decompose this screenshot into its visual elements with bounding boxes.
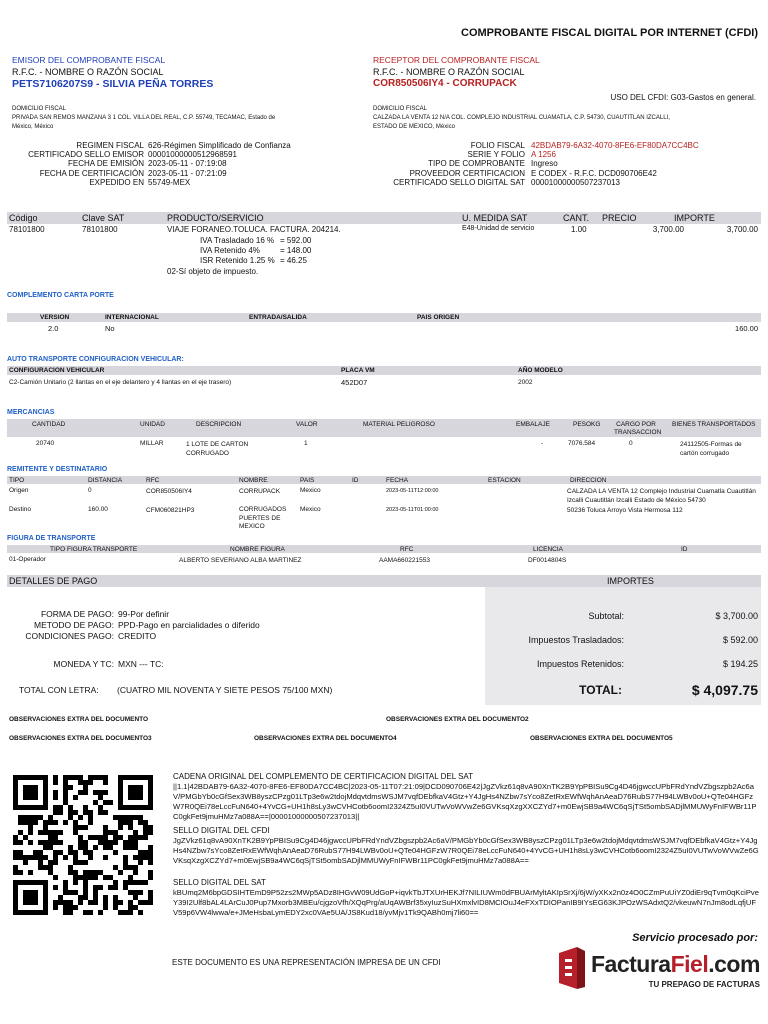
r1-rfc: COR850506IY4 [146,488,192,495]
document-title: COMPROBANTE FISCAL DIGITAL POR INTERNET (CFDI) [461,27,758,39]
obs-1: OBSERVACIONES EXTRA DEL DOCUMENTO [9,716,149,723]
tax-iva-retenido: IVA Retenido 4% [200,246,260,255]
m-col-embalaje: EMBALAJE [516,421,550,428]
fecha-cert-value: 2023-05-11 - 07:21:09 [148,168,227,178]
cert-sat-label: CERTIFICADO SELLO DIGITAL SAT [393,177,525,187]
autotransporte-bar [7,366,761,375]
receptor-heading: RECEPTOR DEL COMPROBANTE FISCAL [373,55,540,65]
fecha-cert-label: FECHA DE CERTIFICACIÓN [39,168,144,178]
carta-porte-heading: COMPLEMENTO CARTA PORTE [7,292,114,299]
cp-col-version: VERSION [40,314,70,321]
total-value: $ 4,097.75 [691,682,758,698]
moneda-label: MONEDA Y TC: [53,659,114,669]
obs-3: OBSERVACIONES EXTRA DEL DOCUMENTO3 [9,735,152,742]
trasladados-value: $ 592.00 [722,635,758,645]
r2-pais: Mexico [300,506,321,513]
r-col-pais: PAIS [300,477,315,484]
cp-total: 160.00 [735,324,758,333]
brand-com: .com [708,951,760,977]
tax-iva-trasladado: IVA Trasladado 16 % [200,236,275,245]
obs-5: OBSERVACIONES EXTRA DEL DOCUMENTO5 [530,735,673,742]
receptor-domicilio-1: CALZADA LA VENTA 12 N/A COL. COMPLEJO INDUSTRIAL CUAMATLA, C.P. 54730, CUAUTITLAN IZCALLI, [373,115,670,121]
metodo-pago-value: PPD-Pago en parcialidades o diferido [118,620,260,630]
tax-isr-retenido: ISR Retenido 1.25 % [200,256,275,265]
at-config-value: C2-Camión Unitario (2 llantas en el eje delantero y 4 llantas en el eje trasero) [9,379,232,386]
total-letra-label: TOTAL CON LETRA: [19,685,99,695]
at-col-placa: PLACA VM [341,367,375,374]
f-nombre: ALBERTO SEVERIANO ALBA MARTINEZ [179,557,302,564]
f-col-rfc: RFC [400,546,414,553]
row-codigo: 78101800 [9,225,45,234]
col-importe: IMPORTE [674,213,715,223]
forma-pago-value: 99-Por definir [118,609,170,619]
total-label: TOTAL: [579,683,622,697]
row-producto: VIAJE FORANEO.TOLUCA. FACTURA. 204214. [167,225,341,234]
at-col-config: CONFIGURACION VEHICULAR [9,367,105,374]
r2-rfc: CFM060821HP3 [146,507,195,514]
sello-sat-heading: SELLO DIGITAL DEL SAT [173,878,266,887]
expedido-label: EXPEDIDO EN [89,177,144,187]
moneda-row [0,659,480,669]
r2-direccion: 50236 Toluca Arroyo Vista Hermosa 112 [567,507,683,514]
proveedor-label: PROVEEDOR CERTIFICACION [409,168,525,178]
cp-col-pais: PAIS ORIGEN [417,314,460,321]
at-anio-value: 2002 [518,379,533,386]
trasladados-label: Impuestos Trasladados: [528,635,624,645]
retenidos-label: Impuestos Retenidos: [536,659,624,669]
emisor-fields [0,141,360,187]
row-unidad: E48-Unidad de servicio [462,225,535,232]
r-col-distancia: DISTANCIA [88,477,123,484]
brand-tagline: TU PREPAGO DE FACTURAS [648,980,760,989]
row-cant: 1.00 [571,225,587,234]
cp-col-entrada: ENTRADA/SALIDA [249,314,307,321]
col-unidad: U. MEDIDA SAT [462,213,528,223]
regimen-label: REGIMEN FISCAL [76,141,144,150]
cert-emisor-value: 00001000000512968591 [148,150,237,160]
sello-cfdi: JgZVkz61q8vA90XnTK2B9YpPBISu9Cg4D46jgwccUPbFRdYndVZbgszpb2Ac6aV/PMGbYb0cGfSex3WB8yszCPzg01LTp3e6w2tdojMdqvtdmsWSJM7vqfDEbfkaV4Gtz+Y4JgHs4NZbw7sYco8ZetRxEWfWqhAnAeaD76RubS77H94LWBv0oU+QTe04HGFzW7R0QEi78eLccFuN640+4YvCG+UH1h8sLy3wCVHCotb6oomI2324Z5uI0VUTwVoWVwZe6GVKsqXzgXCZYd7+m0EwjSB9a4WC6qSjTSt5ombSADjlMMUWyFnIFWBr11PC0gkFet9jmuHMz7a088A== [173,836,759,865]
m-bienes: 24112505-Formas de cartón corrugado [680,441,742,457]
f-col-licencia: LICENCIA [533,546,563,553]
tipo-comprobante-label: TIPO DE COMPROBANTE [428,159,525,169]
tax-iva-trasladado-value: = 592.00 [280,236,312,245]
r-col-tipo: TIPO [9,477,25,484]
retenidos-value: $ 194.25 [722,659,758,669]
col-precio: PRECIO [602,213,637,223]
proveedor-value: E CODEX - R.F.C. DCD090706E42 [531,168,657,178]
m-valor: 1 [304,440,308,447]
figura-heading: FIGURA DE TRANSPORTE [7,535,96,542]
m-col-bienes: BIENES TRANSPORTADOS [672,421,756,428]
col-clave: Clave SAT [82,213,125,223]
m-col-cargo: CARGO POR TRANSACCION [614,421,662,436]
moneda-value: MXN --- TC: [118,659,164,669]
receptor-domicilio-2: ESTADO DE MEXICO, México [373,124,455,130]
subtotal-value: $ 3,700.00 [715,611,758,621]
emisor-rfc-label: R.F.C. - NOMBRE O RAZÓN SOCIAL [12,67,164,77]
m-col-descripcion: DESCRIPCION [196,421,242,428]
forma-pago-label: FORMA DE PAGO: [40,609,114,619]
objeto-impuesto: 02-Sí objeto de impuesto. [167,267,259,276]
m-col-valor: VALOR [296,421,318,428]
row-precio: 3,700.00 [652,225,684,234]
f-col-id: ID [681,546,688,553]
col-codigo: Código [9,213,38,223]
m-col-peso: PESOKG [573,421,601,428]
expedido-value: 55749-MEX [148,177,191,187]
m-peso: 7076.584 [568,440,596,447]
disclaimer: ESTE DOCUMENTO ES UNA REPRESENTACIÓN IMPRESA DE UN CFDI [172,958,441,967]
f-licencia: DF0014804S [528,557,567,564]
r2-fecha: 2023-05-11T01:00:00 [386,507,439,513]
autotransporte-heading: AUTO TRANSPORTE CONFIGURACION VEHICULAR: [7,356,184,363]
m-col-cantidad: CANTIDAD [32,421,66,428]
remitente-heading: REMITENTE Y DESTINATARIO [7,466,108,473]
col-producto: PRODUCTO/SERVICIO [167,213,264,223]
r-col-id: ID [352,477,359,484]
m-col-unidad: UNIDAD [140,421,165,428]
cp-internacional: No [105,324,115,333]
at-placa-value: 452D07 [341,378,368,387]
r-col-estacion: ESTACION [488,477,521,484]
fecha-emision-value: 2023-05-11 - 07:19:08 [148,159,227,169]
r1-nombre: CORRUPACK [239,488,281,495]
m-col-material: MATERIAL PELIGROSO [363,421,435,428]
obs-4: OBSERVACIONES EXTRA DEL DOCUMENTO4 [254,735,397,742]
f-rfc: AAMA660221553 [379,557,430,564]
f-col-tipo: TIPO FIGURA TRANSPORTE [50,546,138,553]
r2-nombre: CORRUGADOS PUERTES DE MEXICO [239,506,287,530]
servicio-label: Servicio procesado por: [632,932,758,944]
r2-distancia: 160.00 [88,506,108,513]
f-col-nombre: NOMBRE FIGURA [230,546,285,553]
r1-direccion: CALZADA LA VENTA 12 Complejo Industrial Cuamatla Cuautitlán Izcalli Cuautitlán Izcalli Estado de México 54730 [567,488,756,504]
metodo-pago-label: METODO DE PAGO: [34,620,114,630]
tax-isr-retenido-value: = 46.25 [280,256,307,265]
sello-sat: kBUmq2M6bpGDSIHTEmD9P52zs2MWp5ADz8IHGvW09UdGoP+iqvkTbJTXUrHEKJf7NILIUWm0dFBUArMyltAKIpSrXj/6jW/yXKx2n0z4O0CZmPuUiYZ0diEr9qTvm0qKciPveY39I2Ulf8bAL4LArCuJ0Pup7Mxorb3MBEu/cjgzoVfh/XQqPrg/aUqAWBrf35xyIuzSuHXmxlvID8MCIOuJ4eFXxTDIOPanIB9IYsEG63KJPOzWSAdxtQ2/vkeuwN7nJm8odLqfjUFV59p6VW4lwwa/e+JMeHsbaLymEDY2xc0VAe5UA/JS8Kud18/yvMjv1Tk9QABh0mj7li60== [173,888,759,917]
serie-folio-label: SERIE Y FOLIO [467,150,525,160]
folio-fiscal-label: FOLIO FISCAL [470,141,525,150]
r1-distancia: 0 [88,487,92,494]
emisor-domicilio-1: PRIVADA SAN REMOS MANZANA 3 1 COL. VILLA DEL REAL, C.P. 55749, TECAMAC, Estado de [12,115,276,121]
emisor-heading: EMISOR DEL COMPROBANTE FISCAL [12,55,166,65]
r2-tipo: Destino [9,506,32,513]
subtotal-label: Subtotal: [588,611,624,621]
obs-2: OBSERVACIONES EXTRA DEL DOCUMENTO2 [386,716,529,723]
receptor-fields [360,141,760,187]
emisor-rfc-name: PETS7106207S9 - SILVIA PEÑA TORRES [12,78,214,90]
pago-heading: DETALLES DE PAGO [9,576,98,586]
r1-pais: Mexico [300,487,321,494]
sello-cfdi-heading: SELLO DIGITAL DEL CFDI [173,826,270,835]
regimen-value: 626-Régimen Simplificado de Confianza [148,141,291,150]
tax-iva-retenido-value: = 148.00 [280,246,312,255]
cp-col-internacional: INTERNACIONAL [105,314,159,321]
m-cantidad: 20740 [36,440,55,447]
at-col-anio: AÑO MODELO [518,367,563,374]
brand-text [591,951,760,978]
condiciones-pago-value: CREDITO [118,631,157,641]
mercancias-heading: MERCANCIAS [7,409,55,416]
r1-fecha: 2023-05-11T12:00:00 [386,488,439,494]
m-descripcion: 1 LOTE DE CARTON CORRUGADO [186,441,249,457]
condiciones-pago-label: CONDICIONES PAGO: [25,631,114,641]
row-clave: 78101800 [82,225,118,234]
m-cargo: 0 [629,440,633,447]
folio-fiscal-value: 42BDAB79-6A32-4070-8FE6-EF80DA7CC4BC [531,141,699,150]
cadena-heading: CADENA ORIGINAL DEL COMPLEMENTO DE CERTIFICACION DIGITAL DEL SAT [173,772,474,781]
brand-fiel: Fiel [670,951,709,977]
r-col-fecha: FECHA [386,477,409,484]
receptor-domicilio-label: DOMICILIO FISCAL [373,106,428,112]
total-letra-value: (CUATRO MIL NOVENTA Y SIETE PESOS 75/100 MXN) [117,685,333,695]
cp-version: 2.0 [48,324,59,333]
tipo-comprobante-value: Ingreso [531,159,558,169]
emisor-domicilio-label: DOMICILIO FISCAL [12,106,67,112]
cert-sat-value: 00001000000507237013 [531,177,620,187]
cert-emisor-label: CERTIFICADO SELLO EMISOR [28,150,144,160]
facturafiel-logo [555,945,760,993]
emisor-domicilio-2: México, México [12,124,54,130]
m-unidad: MILLAR [140,440,164,447]
serie-folio-value: A 1256 [531,150,556,160]
m-embalaje: - [541,440,544,447]
row-importe: 3,700.00 [726,225,758,234]
r-col-nombre: NOMBRE [239,477,268,484]
col-cant: CANT. [563,213,590,223]
brand-factura: Factura [591,951,671,977]
cadena-original: ||1.1|42BDAB79-6A32-4070-8FE6-EF80DA7CC4BC|2023-05-11T07:21:09|DCD090706E42|JgZVkz61q8vA90XnTK2B9YpPBISu9Cg4D46jgwccUPbFRdYndVZbgszpb2Ac6aV/PMGbYb0cGfSex3WB8yszCPzg01LTp3e6w2tdojMdqvtdmsWSJM7vqfDEbfkaV4Gtz+Y4JgHs4NZbw7sYco8ZetRxEWfWqhAnAeaD76RubS77H94LWBv0oU+QTe04HGFzW7R0QEi78eLccFuN640+4YvCG+UH1h8sLy3wCVHCotb6oomI2324Z5uI0VUTwVoWVwZe6GVKsqXzgXXCZYd7+m0EwjSB9a4WC6qSjTSt5ombSADjlMMUWyFnIFWBr11PC0gkFet9jmuHMz7a088A==|00001000000507237013|| [173,782,757,821]
r-col-direccion: DIRECCION [570,477,607,484]
r-col-rfc: RFC [146,477,160,484]
qr-code-icon [10,772,156,918]
receptor-rfc-label: R.F.C. - NOMBRE O RAZÓN SOCIAL [373,67,525,77]
facturafiel-emblem-icon [555,945,589,993]
importes-heading: IMPORTES [607,576,654,586]
uso-cfdi: USO DEL CFDI: G03-Gastos en general. [610,93,756,102]
f-tipo: 01-Operador [9,556,46,563]
pago-fields [0,609,480,642]
r1-tipo: Origen [9,487,29,494]
fecha-emision-label: FECHA DE EMISIÓN [67,159,144,169]
receptor-rfc-name: COR850506IY4 - CORRUPACK [373,78,517,89]
tax-lines [200,236,330,266]
